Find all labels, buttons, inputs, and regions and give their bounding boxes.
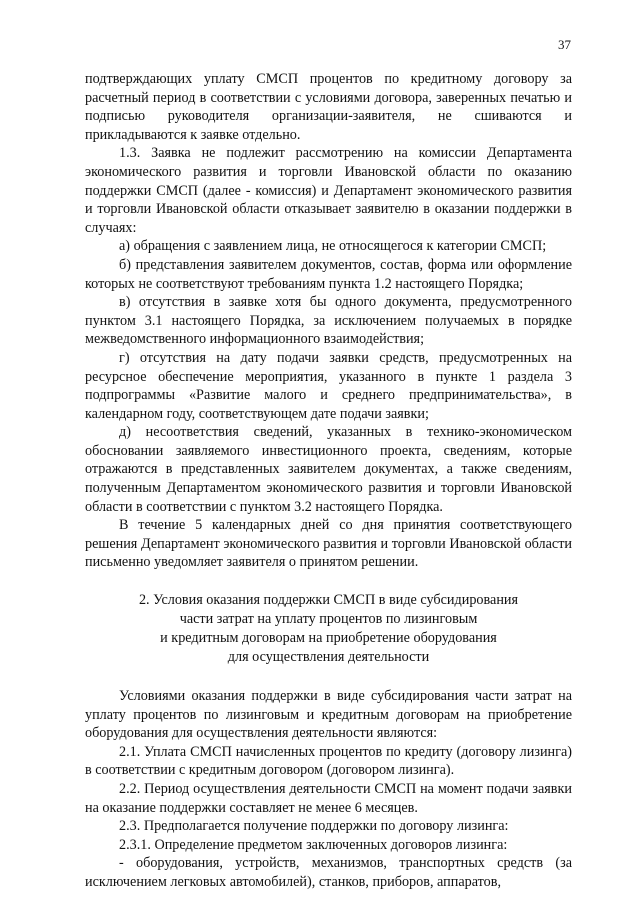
heading-line: 2. Условия оказания поддержки СМСП в виде субсидирования xyxy=(138,592,519,609)
list-item: г) отсутствия на дату подачи заявки средств, предусмотренных на ресурсное обеспечение мероприятия, указанного в пункте 1 раздела 3 подпрограммы «Развитие малого и среднего предпринимательства», в календарном году, соответствующем дате подачи заявки; xyxy=(85,349,572,422)
list-item: в) отсутствия в заявке хотя бы одного документа, предусмотренного пунктом 3.1 настоящего Порядка, за исключением получаемых в порядке межведомственного информационного взаимодействия; xyxy=(85,294,572,348)
paragraph: В течение 5 календарных дней со дня принятия соответствующего решения Департамент экономического развития и торговли Ивановской области письменно уведомляет заявителя о принятом решении. xyxy=(85,517,572,571)
paragraph: подтверждающих уплату СМСП процентов по кредитному договору за расчетный период в соответствии с условиями договора, заверенных печатью и подписью руководителя организации-заявителя, не сшиваются и прикладываются к заявке отдельно. xyxy=(85,71,572,143)
document-body xyxy=(85,70,572,892)
heading-line: для осуществления деятельности xyxy=(227,649,430,666)
paragraph: 2.1. Уплата СМСП начисленных процентов по кредиту (договору лизинга) в соответствии с кредитным договором (договором лизинга). xyxy=(85,743,572,779)
list-item: а) обращения с заявлением лица, не относящегося к категории СМСП; xyxy=(119,238,547,255)
heading-line: части затрат на уплату процентов по лизинговым xyxy=(179,611,478,628)
paragraph: 2.3.1. Определение предметом заключенных договоров лизинга: xyxy=(119,836,508,853)
paragraph: Условиями оказания поддержки в виде субсидирования части затрат на уплату процентов по лизинговым и кредитным договорам на приобретение оборудования для осуществления деятельности являются: xyxy=(85,688,572,742)
paragraph: 2.3. Предполагается получение поддержки по договору лизинга: xyxy=(119,818,509,835)
page-number: 37 xyxy=(558,37,571,52)
paragraph: 1.3. Заявка не подлежит рассмотрению на комиссии Департамента экономического развития и торговли Ивановской области по оказанию поддержки СМСП (далее - комиссия) и Департамент экономического развития и торговли Ивановской области отказывает заявителю в оказании поддержки в случаях: xyxy=(85,145,572,236)
list-item: - оборудования, устройств, механизмов, транспортных средств (за исключением легковых автомобилей), станков, приборов, аппаратов, xyxy=(85,855,572,890)
section-heading xyxy=(85,591,572,667)
list-item: д) несоответствия сведений, указанных в технико-экономическом обосновании заявляемого инвестиционного проекта, сведениям, которые отражаются в представленных заявителем документах, а также сведениям, полученным Департаментом экономического развития и торговли Ивановской области в соответствии с пунктом 3.2 настоящего Порядка. xyxy=(85,424,572,515)
paragraph: 2.2. Период осуществления деятельности СМСП на момент подачи заявки на оказание поддержки составляет не менее 6 месяцев. xyxy=(85,781,572,816)
heading-line: и кредитным договорам на приобретение оборудования xyxy=(160,630,497,647)
list-item: б) представления заявителем документов, состав, форма или оформление которых не соответствуют требованиям пункта 1.2 настоящего Порядка; xyxy=(85,256,572,292)
